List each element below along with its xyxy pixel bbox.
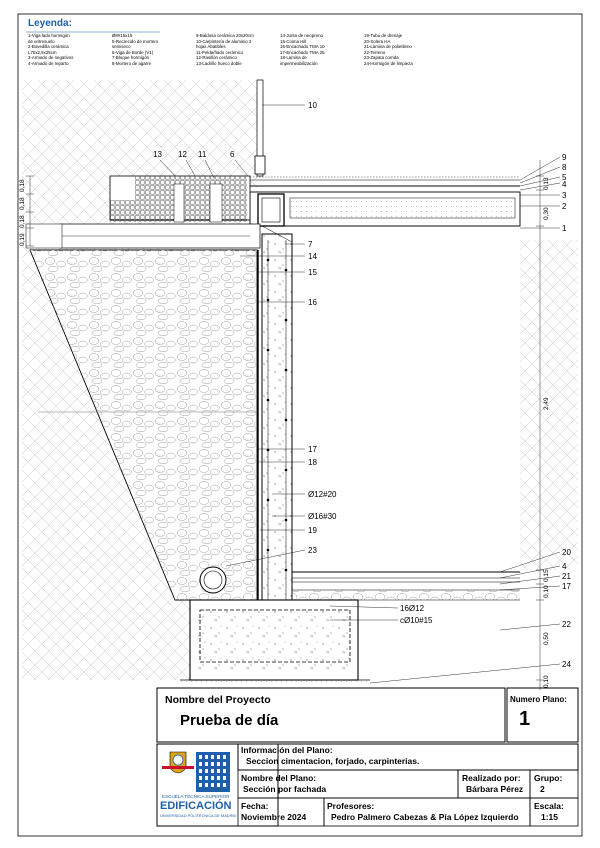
legend-item: 18-Lamina de [280,55,307,61]
callout-18: 18 [308,458,317,467]
plan-name-value: Sección por fachada [243,784,327,794]
legend-item: 7-Bloque hormigón [112,55,150,61]
group-value: 2 [540,784,545,794]
scale-label: Escala: [534,801,564,811]
scale-value: 1:15 [541,812,559,822]
made-by-value: Bárbara Pérez [466,784,524,794]
callout-9: 9 [562,153,567,162]
legend-item: 1-Viga lado hormigón [28,33,70,38]
legend-item: 17-Encachado TMA 25 [280,49,325,55]
plan-name-label: Nombre del Plano: [241,773,317,783]
legend-item: Ø8#15x15 [112,33,133,38]
dim-right-4: 0,15 [543,569,550,582]
callout-7: 7 [308,240,313,249]
legend-item: de entresuelo [28,38,55,44]
legend-item: 2-Bovedilla cerámica [28,44,69,50]
legend-item: 21-Lamina de polietileno [364,44,412,50]
callout-11: 11 [198,150,207,159]
legend-item: 15-Coima Hill [280,38,307,44]
dim-right-2: 0,30 [543,207,550,220]
ground-slab [292,572,520,600]
legend-item: 19-Tubo de drenaje [364,33,403,38]
callout-1: 1 [562,224,567,233]
plan-number-label: Numero Plano: [510,695,567,704]
legend-title: Leyenda: [28,18,72,29]
legend-item: 23-Zapata corrida [364,55,399,61]
legend-item: 12-Rasillón cerámico [196,55,237,61]
school-logo [162,752,230,792]
legend-item: 22-Terreno [364,49,386,55]
professors-label: Profesores: [327,801,375,811]
group-label: Grupo: [534,773,563,783]
dim-right-7: 0,10 [543,675,550,688]
plan-number: 1 [519,708,531,730]
project-label: Nombre del Proyecto [165,694,271,706]
date-value: Noviembre 2024 [241,812,307,822]
callout-15: 15 [308,268,317,277]
callout-24: 24 [562,660,571,669]
callout-14: 14 [308,252,317,261]
callout-rebar-16: Ø16#30 [308,512,337,521]
date-label: Fecha: [241,801,269,811]
callout-footing-stirrup: cØ10#15 [400,616,433,625]
callout-4: 4 [562,180,567,189]
legend-item: 24-Hormigón de limpieza [364,61,413,66]
legend-item: 13-Ladrillo hueco doble [196,61,242,66]
callout-16: 16 [308,298,317,307]
callout-13: 13 [153,150,162,159]
legend-item: 8-Mortero de agarre [112,61,152,66]
project-name: Prueba de día [180,712,279,729]
callout-20: 20 [562,548,571,557]
plan-info-label: Información del Plano: [241,745,333,755]
dim-right-5: 0,10 [543,585,550,598]
callout-19: 19 [308,526,317,535]
logo-edificacion: EDIFICACIÓN [160,800,232,812]
callout-10: 10 [308,101,317,110]
legend-item: 6-Viga de Borde (V1) [112,49,154,55]
dim-left-3: 0,18 [19,215,26,228]
callout-5: 5 [562,173,567,182]
logo-school-line: ESCUELA TÉCNICA SUPERIOR [162,794,230,799]
building-icon [196,752,230,792]
made-by-label: Realizado por: [462,773,521,783]
callout-footing-rebar: 16Ø12 [400,604,425,613]
legend-item: 14-Junta de neopreno [280,33,323,38]
dim-right-6: 0,50 [543,632,550,645]
dim-left-2: 0,18 [19,197,26,210]
plan-info-value: Seccion cimentacion, forjado, carpinterias. [246,756,420,766]
dim-left-4: 0,19 [19,233,26,246]
legend-item: 5-Recrecido de mortero [112,38,159,44]
legend-item: 16-Encachado TMA 10 [280,44,325,50]
dim-right-3: 2,49 [543,397,550,410]
callout-23: 23 [308,546,317,555]
legend-item: 20-Solera HA [364,38,391,44]
callout-22: 22 [562,620,571,629]
legend-item: 4-Armado de reparto [28,61,69,66]
legend-item: 11-Pelda/ñado cerámico [196,49,244,55]
legend-item: 10-Carpintería de aluminio 2 [196,38,252,44]
legend-item: 9-Baldosa cerámica 20x20cm [196,33,254,38]
legend-item: 3-Armado de negativos [28,55,74,61]
crest-icon [162,752,194,773]
callout-6: 6 [230,150,235,159]
logo-university-line: UNIVERSIDAD POLITÉCNICA DE MADRID [160,813,237,818]
legend-item: L70x2,5x25cm [28,49,57,55]
professors-value: Pedro Palmero Cabezas & Pía López Izquierdo [331,812,519,822]
legend-item: hojas Abatibles [196,44,226,50]
dim-left-1: 0,18 [19,179,26,192]
dim-right-1: 0,13 [543,177,550,190]
callout-rebar-12: Ø12#20 [308,490,337,499]
callout-4b: 4 [562,562,567,571]
callout-8: 8 [562,163,567,172]
callout-17b: 17 [562,582,571,591]
callout-21: 21 [562,572,571,581]
floor-slab [250,177,520,242]
legend-item: semiseco [112,44,131,50]
callout-17: 17 [308,445,317,454]
callout-3: 3 [562,191,567,200]
legend-item: impermeabilización [280,61,318,66]
callout-12: 12 [178,150,187,159]
callout-2: 2 [562,202,567,211]
